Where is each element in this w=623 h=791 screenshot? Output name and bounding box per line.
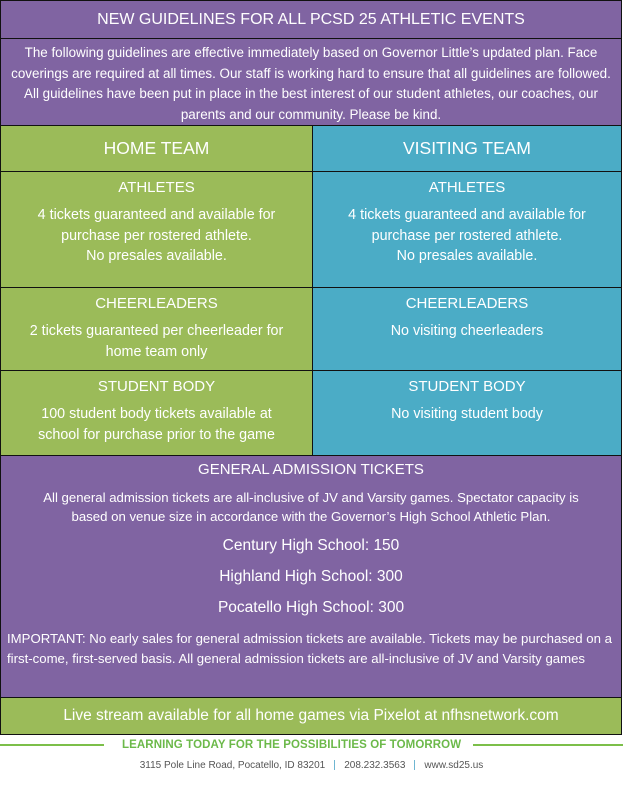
school-capacity-highland: Highland High School: 300: [219, 568, 403, 585]
visiting-cheerleaders-title: CHEERLEADERS: [405, 295, 529, 312]
student-body-row: [0, 371, 622, 456]
visiting-athletes-body: [313, 205, 621, 267]
school-capacity-list: [1, 530, 621, 623]
body-line: 2 tickets guaranteed per cheerleader for: [29, 323, 284, 339]
body-line: 4 tickets guaranteed and available for: [348, 207, 586, 223]
general-admission-title: GENERAL ADMISSION TICKETS: [198, 461, 424, 478]
body-line: No presales available.: [396, 248, 538, 264]
website: www.sd25.us: [424, 760, 484, 771]
school-capacity-century: Century High School: 150: [222, 537, 400, 554]
body-line: purchase per rostered athlete.: [371, 227, 563, 244]
tagline-rule-right: [473, 744, 623, 746]
address: 3115 Pole Line Road, Pocatello, ID 83201: [139, 760, 326, 771]
ga-text-line: All general admission tickets are all-inclusive of JV and Varsity games. Spectator capacity is: [43, 490, 579, 505]
ga-text-line: based on venue size in accordance with the Governor’s High School Athletic Plan.: [71, 509, 551, 524]
home-student-body-cell: [1, 371, 312, 455]
school-capacity-pocatello: Pocatello High School: 300: [217, 599, 405, 616]
team-header-row: [0, 126, 622, 172]
body-line: No presales available.: [86, 248, 227, 264]
tagline-bar: [0, 735, 623, 755]
visiting-student-body-body: [313, 404, 621, 425]
visiting-team-header: VISITING TEAM: [312, 126, 621, 171]
body-line: 100 student body tickets available at: [41, 406, 272, 422]
footer: [0, 735, 623, 791]
phone: 208.232.3563: [344, 760, 406, 771]
home-athletes-cell: [1, 172, 312, 287]
visiting-student-body-cell: [312, 371, 621, 455]
tagline-rule-left: [0, 744, 104, 746]
home-team-header: HOME TEAM: [1, 126, 312, 171]
body-line: 4 tickets guaranteed and available for: [37, 207, 276, 223]
home-cheerleaders-title: CHEERLEADERS: [95, 295, 218, 312]
body-line: purchase per rostered athlete.: [61, 227, 252, 244]
home-student-body-body: [1, 404, 312, 445]
home-student-body-title: STUDENT BODY: [97, 378, 216, 395]
live-stream-banner: Live stream available for all home games via Pixelot at nfhsnetwork.com: [0, 698, 622, 735]
visiting-cheerleaders-cell: [312, 288, 621, 370]
important-note: [1, 627, 621, 669]
home-cheerleaders-body: [1, 321, 312, 362]
athletes-row: [0, 172, 622, 288]
home-athletes-title: ATHLETES: [118, 179, 195, 196]
tagline: LEARNING TODAY FOR THE POSSIBILITIES OF TOMORROW: [122, 739, 462, 751]
home-athletes-body: [1, 205, 312, 267]
separator: [414, 760, 415, 770]
general-admission-section: [0, 456, 622, 698]
contact-line: [0, 760, 623, 771]
separator: [334, 760, 335, 770]
body-line: No visiting cheerleaders: [390, 323, 544, 339]
home-cheerleaders-cell: [1, 288, 312, 370]
body-line: No visiting student body: [391, 406, 543, 422]
body-line: home team only: [105, 343, 208, 360]
flyer-title: NEW GUIDELINES FOR ALL PCSD 25 ATHLETIC EVENTS: [0, 0, 622, 39]
visiting-cheerleaders-body: [313, 321, 621, 342]
important-label: IMPORTANT:: [7, 631, 86, 646]
visiting-athletes-cell: [312, 172, 621, 287]
visiting-athletes-title: ATHLETES: [428, 179, 506, 196]
cheerleaders-row: [0, 288, 622, 371]
body-line: school for purchase prior to the game: [38, 426, 275, 443]
important-text: No early sales for general admission tickets are available. Tickets may be purchased on a first-come, first-served basis. All general admission tickets are all-inclusive of JV and Varsity games: [7, 631, 612, 666]
intro-text: The following guidelines are effective immediately based on Governor Little’s updated plan. Face coverings are required at all times. Our staff is working hard to ensure that all guidelines are followed. All guidelines have been put in place in the best interest of our student athletes, our coaches, our parents and our community. Please be kind.: [0, 39, 622, 126]
visiting-student-body-title: STUDENT BODY: [408, 378, 526, 395]
general-admission-text: [1, 488, 621, 526]
